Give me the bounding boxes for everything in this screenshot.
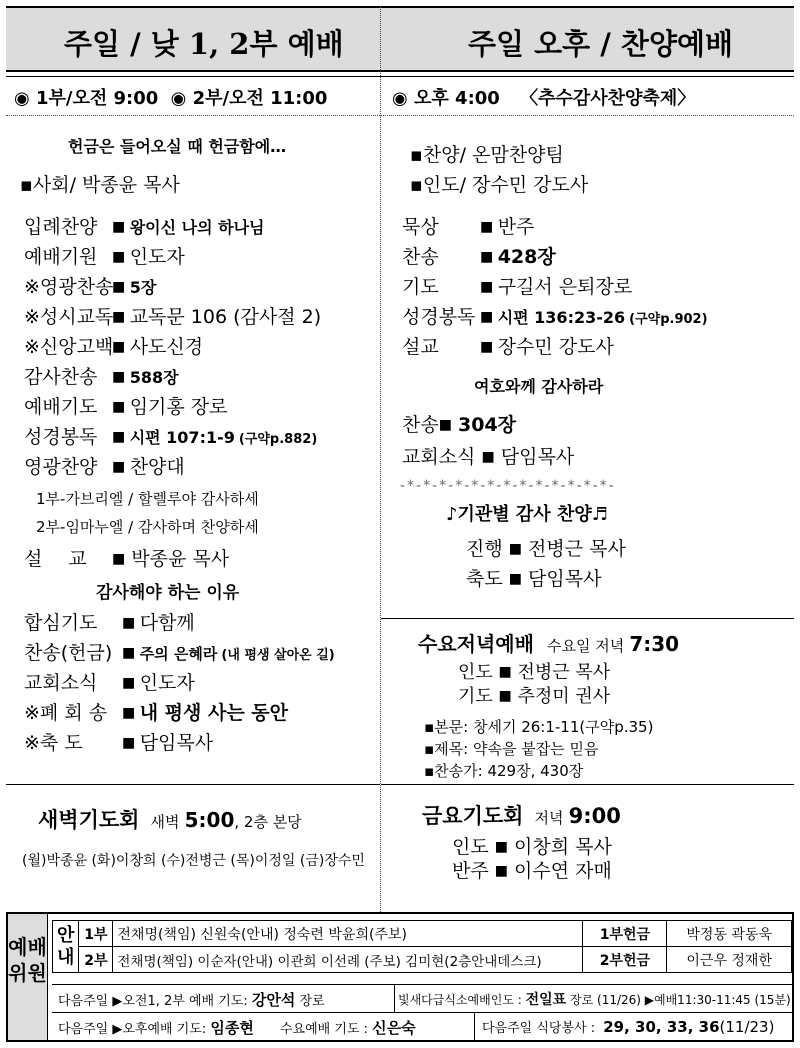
choir1: 1부-가브리엘 / 할렐루야 감사하세 xyxy=(36,490,259,508)
wednesday-hymns: ▪찬송가: 429장, 430장 xyxy=(424,762,584,780)
bullet-icon: ■ xyxy=(112,339,130,355)
program-note: (내 평생 살아온 길) xyxy=(221,648,335,663)
program-row xyxy=(24,452,185,479)
program-label: 영광찬양 xyxy=(24,456,98,478)
decorative-divider: -*-*-*-*-*-*-*-*-*-*-*-*-*- xyxy=(400,478,616,494)
program-row xyxy=(24,728,213,755)
bullet-icon: ■ xyxy=(480,219,498,235)
event-title: ♪기관별 감사 찬양♬ xyxy=(446,504,608,525)
program-row xyxy=(24,608,195,635)
program-label: 감사찬송 xyxy=(24,366,98,388)
bullet-icon: ■ xyxy=(112,429,130,445)
wednesday-topic: ▪제목: 약속을 붙잡는 믿음 xyxy=(424,740,599,758)
program-value: 428장 xyxy=(497,246,556,268)
bullet-icon: ■ xyxy=(112,309,130,325)
service-times xyxy=(14,84,327,110)
program-label: ※성시교독 xyxy=(24,306,114,328)
program-value: 찬양대 xyxy=(129,456,185,478)
event-lead: 진행 ■ 전병근 목사 xyxy=(466,538,626,560)
program-value: 인도자 xyxy=(139,672,195,694)
program-row xyxy=(24,302,321,329)
bullet-icon: ■ xyxy=(122,735,140,751)
bullet-icon: ■ xyxy=(480,339,498,355)
bullet-icon: ■ xyxy=(112,399,130,415)
program-row xyxy=(24,212,264,239)
bullet-icon: ■ xyxy=(480,309,498,325)
bullet-icon: ■ xyxy=(112,219,130,235)
program-label: ※영광찬송 xyxy=(24,276,114,298)
bullet-icon: ■ xyxy=(112,249,130,265)
afternoon-news: 교회소식 ■ 담임목사 xyxy=(402,446,575,468)
program-row xyxy=(402,272,632,299)
host: ▪사회/ 박종윤 목사 xyxy=(20,174,180,196)
offering-notice: 헌금은 들어오실 때 헌금함에… xyxy=(68,137,287,156)
divider xyxy=(381,618,794,619)
service1-time: 1부/오전 9:00 xyxy=(36,88,159,109)
program-row xyxy=(402,242,556,269)
divider xyxy=(394,984,395,1012)
afternoon-sermon-title: 여호와께 감사하라 xyxy=(474,377,604,396)
program-value: 다함께 xyxy=(139,612,195,634)
program-row xyxy=(24,638,335,665)
program-value: 내 평생 사는 동안 xyxy=(139,702,289,724)
program-value: 588장 xyxy=(129,368,179,387)
radio-icon: ◉ xyxy=(392,88,408,109)
program-value: 5장 xyxy=(129,278,157,297)
bullet-icon: ■ xyxy=(122,645,140,661)
program-value: 주의 은혜라 xyxy=(139,645,218,663)
program-value: 구길서 은퇴장로 xyxy=(497,276,633,298)
event-blessing: 축도 ■ 담임목사 xyxy=(466,568,602,590)
wednesday-prayer: 기도 ■ 추정미 권사 xyxy=(458,686,611,707)
afternoon-time: ◉ 오후 4:00 〈추수감사찬양축제〉 xyxy=(392,88,696,109)
meal-service-worship: 빛새다급식소예배인도 : 전일표 장로 (11/26) ▶예배11:30-11:45 (15분) xyxy=(398,992,791,1008)
wednesday-header: 수요저녁예배 수요일 저녁 7:30 xyxy=(418,632,680,656)
program-label: ※폐 회 송 xyxy=(24,702,108,724)
sermon-title: 감사해야 하는 이유 xyxy=(96,583,240,603)
divider xyxy=(474,1012,475,1040)
wednesday-text: ▪본문: 창세기 26:1-11(구약p.35) xyxy=(424,718,654,736)
committee-table: 안내 1부 전채명(책임) 신원숙(안내) 정숙련 박윤희(주보) 1부헌금 박정동 곽동욱 2부 전채명(책임) 이순자(안내) 이관희 이선례 (주보) 김미현(2층안내데스크) 2부헌금 이근우 정재한 xyxy=(52,920,792,973)
program-value: 임기홍 장로 xyxy=(129,396,228,418)
program-row xyxy=(24,698,288,725)
next-week-morning-prayer: 다음주일 ▶오전1, 2부 예배 기도: 강안석 장로 xyxy=(58,991,325,1009)
friday-header: 금요기도회 저녁 9:00 xyxy=(422,804,621,828)
program-value: 담임목사 xyxy=(139,732,214,754)
program-label: 묵상 xyxy=(402,216,439,238)
program-value: 사도신경 xyxy=(129,336,204,358)
divider xyxy=(52,984,792,985)
friday-accompanist: 반주 ■ 이수연 자매 xyxy=(452,860,612,882)
program-row xyxy=(24,332,203,359)
divider xyxy=(6,115,794,116)
cafeteria-service: 다음주일 식당봉사 : 29, 30, 33, 36(11/23) xyxy=(482,1018,775,1036)
dawn-schedule: (월)박종윤 (화)이창희 (수)전병근 (목)이정일 (금)장수민 xyxy=(22,853,365,869)
program-row xyxy=(24,392,228,419)
program-label: 입례찬양 xyxy=(24,216,98,238)
dawn-prayer-header: 새벽기도회 새벽 5:00, 2층 본당 xyxy=(38,808,302,832)
bullet-icon: ■ xyxy=(480,279,498,295)
divider xyxy=(381,784,794,785)
guide-label: 안내 xyxy=(53,921,79,973)
divider xyxy=(6,784,380,785)
program-value: 장수민 강도사 xyxy=(497,336,614,358)
program-row xyxy=(24,668,195,695)
program-value: 교독문 106 (감사절 2) xyxy=(129,306,322,328)
program-row xyxy=(24,272,156,299)
column-divider xyxy=(380,6,381,912)
praise-team: ▪찬양/ 온맘찬양팀 xyxy=(410,144,564,166)
program-label: 교회소식 xyxy=(24,672,98,694)
bullet-icon: ■ xyxy=(480,249,498,265)
service2-time: 2부/오전 11:00 xyxy=(192,88,328,109)
program-label: 예배기원 xyxy=(24,246,98,268)
leader: ▪인도/ 장수민 강도사 xyxy=(410,174,589,196)
afternoon-hymn: 찬송■ 304장 xyxy=(402,414,517,436)
program-label: 예배기도 xyxy=(24,396,98,418)
bullet-icon: ■ xyxy=(112,459,130,475)
program-label: 합심기도 xyxy=(24,612,98,634)
program-label: 찬송 xyxy=(402,246,439,268)
sermon-row: 설 교 ■ 박종윤 목사 xyxy=(24,548,230,570)
bullet-icon: ■ xyxy=(122,675,140,691)
bullet-icon: ■ xyxy=(112,279,130,295)
friday-lead: 인도 ■ 이창희 목사 xyxy=(452,836,612,858)
program-note: (구약p.902) xyxy=(629,312,708,327)
program-row xyxy=(402,212,534,239)
bullet-icon: ■ xyxy=(122,705,140,721)
program-label: 성경봉독 xyxy=(402,306,476,328)
program-label: 기도 xyxy=(402,276,439,298)
morning-service-title: 주일 / 낮 1, 2부 예배 xyxy=(64,27,344,61)
divider xyxy=(52,1012,792,1013)
program-value: 왕이신 나의 하나님 xyxy=(129,218,265,237)
header-bar xyxy=(6,6,794,72)
program-row xyxy=(402,302,708,329)
radio-icon: ◉ xyxy=(14,88,30,109)
program-label: ※신앙고백 xyxy=(24,336,114,358)
program-label: ※축 도 xyxy=(24,732,83,754)
program-label: 찬송(헌금) xyxy=(24,642,113,664)
program-label: 설교 xyxy=(402,336,439,358)
program-row xyxy=(24,242,185,269)
program-row xyxy=(24,422,317,449)
program-row xyxy=(402,332,614,359)
program-value: 반주 xyxy=(497,216,535,238)
choir2: 2부-임마누엘 / 감사하며 찬양하세 xyxy=(36,518,259,536)
program-note: (구약p.882) xyxy=(238,432,318,447)
afternoon-service-title: 주일 오후 / 찬양예배 xyxy=(468,27,733,61)
radio-icon: ◉ xyxy=(170,88,187,109)
wednesday-lead: 인도 ■ 전병근 목사 xyxy=(458,662,611,683)
committee-label: 예배위원 xyxy=(8,914,48,1040)
program-value: 인도자 xyxy=(129,246,185,268)
next-week-afternoon-prayer: 다음주일 ▶오후예배 기도: 임종현 수요예배 기도 : 신은숙 xyxy=(58,1019,416,1037)
bullet-icon: ■ xyxy=(122,615,140,631)
bullet-icon: ■ xyxy=(112,369,130,385)
program-value: 시편 136:23-26 xyxy=(497,308,626,327)
program-value: 시편 107:1-9 xyxy=(129,428,235,447)
program-row xyxy=(24,362,179,389)
divider xyxy=(6,76,794,77)
program-label: 성경봉독 xyxy=(24,426,98,448)
